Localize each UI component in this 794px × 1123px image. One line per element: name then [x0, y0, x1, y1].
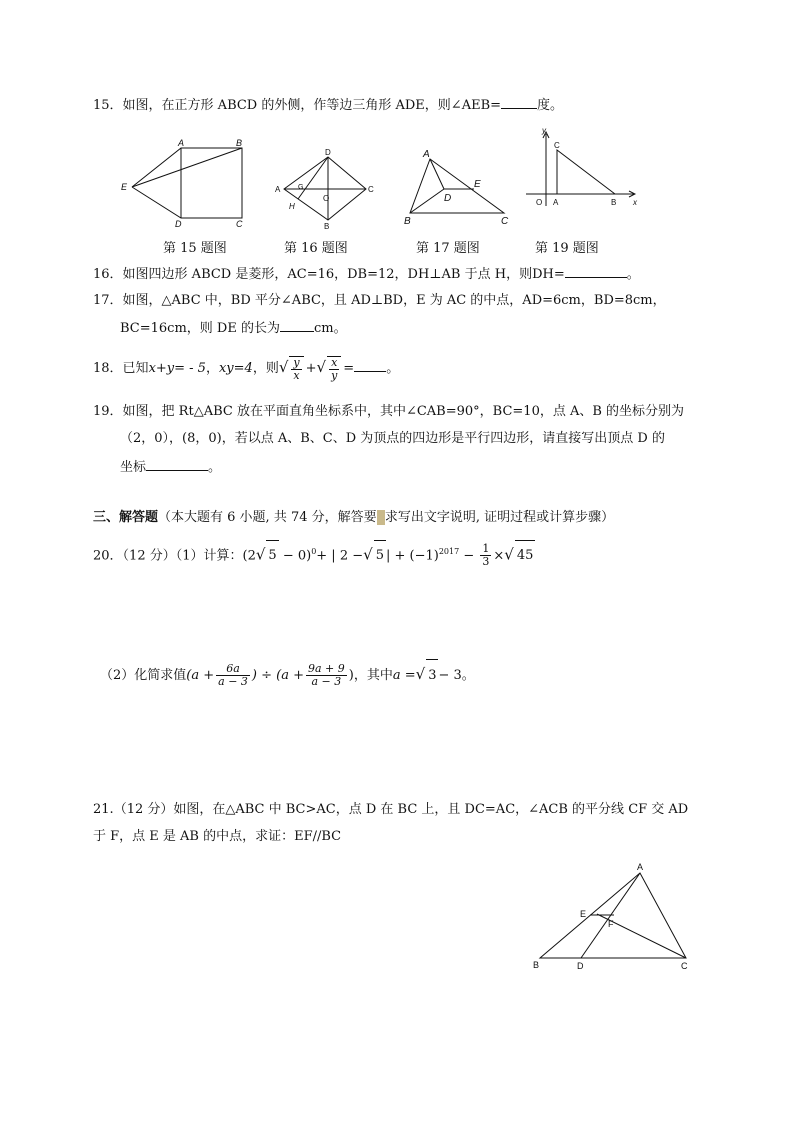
- q16-answer-blank[interactable]: [565, 264, 627, 278]
- fig19-label-x: x: [633, 198, 637, 207]
- fig17-label-a: A: [423, 149, 430, 160]
- q16-text: 如图四边形 ABCD 是菱形，AC=16，DB=12，DH⊥AB 于点 H，则DH=: [122, 267, 565, 282]
- q18-number: 18．: [93, 361, 123, 376]
- q18-frac1-den: x: [293, 368, 300, 382]
- q15-text: 如图，在正方形 ABCD 的外侧，作等边三角形 ADE，则∠AEB=: [122, 98, 502, 113]
- figure-19: [522, 126, 647, 226]
- q20-frac-9a-den: a − 3: [311, 675, 342, 688]
- q20-number: 20．: [93, 548, 123, 564]
- q20-sqrt-sign-5a: √: [255, 545, 266, 564]
- q20-sqrt-3: 3: [426, 659, 438, 692]
- fig16-label-a: A: [275, 185, 281, 194]
- caption-figure-17: 第 17 题图: [416, 241, 480, 256]
- fig17-label-d: D: [444, 193, 452, 204]
- q20-part2-expr-3: ): [348, 668, 354, 683]
- q20-sqrt-sign-5b: √: [363, 545, 373, 564]
- caption-figure-16: 第 16 题图: [284, 241, 348, 256]
- q21-text-1: （12 分）如图，在△ABC 中 BC>AC，点 D 在 BC 上，且 DC=AC，∠ACB 的平分线 CF 交 AD: [113, 802, 689, 817]
- q20-expr-4: | + (−1): [385, 548, 439, 564]
- q20-minus-3: − 3: [438, 668, 462, 683]
- q18-plus: +: [305, 361, 317, 376]
- q18-equals: =: [343, 361, 355, 376]
- q20-minus: −: [459, 548, 479, 564]
- fig21-label-a: A: [637, 862, 644, 872]
- fig16-label-c: C: [368, 185, 374, 194]
- q20-exponent-2017: 2017: [438, 547, 460, 556]
- fig19-label-a: A: [553, 198, 559, 207]
- q20-frac-6a-den: a − 3: [218, 675, 248, 688]
- q18-text-then: ，则: [252, 361, 279, 376]
- q16-number: 16．: [93, 267, 123, 282]
- q18-separator: ，: [205, 361, 219, 376]
- q17-answer-blank[interactable]: [280, 318, 314, 332]
- fig16-label-d: D: [325, 148, 331, 157]
- fig17-label-e: E: [474, 179, 481, 190]
- q19-text-1: 如图，把 Rt△ABC 放在平面直角坐标系中，其中∠CAB=90°，BC=10，点 A、B 的坐标分别为: [122, 404, 685, 419]
- q20-part2-end: 。: [461, 668, 475, 683]
- q20-head: （12 分）（1）计算：: [122, 548, 243, 564]
- q19-number: 19．: [93, 404, 123, 419]
- q20-sqrt-5b: 5: [374, 540, 386, 571]
- q21-number: 21.: [93, 802, 114, 817]
- q17-line-1: [93, 292, 666, 310]
- figure-15: [112, 135, 262, 235]
- q19-line-2: [120, 430, 665, 448]
- q20-frac-den: 3: [482, 555, 490, 569]
- fig17-label-c: C: [501, 216, 509, 227]
- fig19-label-y: y: [542, 126, 546, 135]
- q18-condition-product: xy=4: [218, 361, 253, 376]
- fig21-label-c: C: [681, 961, 688, 971]
- q18-condition-sum: x+y= - 5: [148, 361, 206, 376]
- q18-fraction-y-over-x: [289, 356, 303, 382]
- fig17-label-b: B: [404, 216, 411, 227]
- fig15-label-b: B: [236, 138, 243, 148]
- q18-fraction-x-over-y: [327, 356, 341, 382]
- q20-part1: [93, 537, 535, 571]
- q17-text-2: BC=16cm，则 DE 的长为: [120, 321, 280, 336]
- q19-text-3: 坐标: [120, 460, 147, 475]
- q18-answer-blank[interactable]: [354, 358, 386, 372]
- q18-line: [93, 352, 399, 384]
- q20-a-equals: a =: [392, 668, 416, 683]
- fig16-label-b: B: [324, 222, 330, 231]
- q15-line: [93, 95, 563, 115]
- q20-sqrt-45: 45: [515, 540, 536, 571]
- q20-fraction-9a: [306, 663, 347, 688]
- q20-times: ×: [493, 548, 505, 564]
- q20-expr-1: (2: [242, 548, 256, 564]
- q18-text: 已知: [122, 361, 149, 376]
- q20-expr-3: + | 2 −: [316, 548, 364, 564]
- q17-text-1: 如图，△ABC 中，BD 平分∠ABC，且 AD⊥BD，E 为 AC 的中点，AD=6cm，BD=8cm，: [122, 293, 666, 308]
- q20-sqrt-sign-3: √: [415, 665, 426, 683]
- figure-16: [272, 145, 382, 235]
- section-3-desc: （本大题有 6 小题, 共 74 分，解答要: [158, 510, 377, 525]
- q21-line-2: [93, 828, 341, 846]
- q19-answer-blank[interactable]: [146, 457, 208, 471]
- fig19-label-c: C: [554, 141, 560, 150]
- q17-number: 17．: [93, 293, 123, 308]
- fig15-label-d: D: [175, 219, 182, 229]
- highlight-mark: [377, 510, 385, 525]
- section-3-desc-end: 求写出文字说明, 证明过程或计算步骤）: [384, 510, 615, 525]
- q17-line-2: [120, 318, 347, 338]
- q16-line: [93, 264, 640, 284]
- fig15-label-a: A: [178, 138, 185, 148]
- section-3-title: 三、解答题: [93, 510, 159, 525]
- fig19-label-o: O: [536, 198, 543, 207]
- q18-text-end: 。: [386, 361, 400, 376]
- fig16-label-g: G: [298, 184, 304, 191]
- q20-part2-expr-2: ) ÷ (a +: [251, 668, 304, 683]
- figure-21: [528, 858, 703, 973]
- fig16-label-o: O: [323, 194, 330, 203]
- fig21-label-e: E: [580, 909, 587, 919]
- q19-line-1: [93, 403, 684, 421]
- figure-17: [398, 143, 518, 233]
- q18-frac1-num: y: [293, 355, 300, 369]
- caption-figure-19: 第 19 题图: [535, 241, 599, 256]
- q20-sqrt-sign-45: √: [504, 545, 514, 564]
- q16-text-end: 。: [626, 267, 640, 282]
- section-3-heading: [93, 509, 614, 527]
- q18-sqrt-sign-1: √: [278, 358, 289, 376]
- q18-frac2-num: x: [331, 355, 338, 369]
- q19-text-end: 。: [208, 460, 222, 475]
- q20-fraction-one-third: [480, 543, 491, 568]
- q20-frac-num: 1: [482, 542, 490, 556]
- q15-number: 15．: [93, 98, 123, 113]
- q19-line-3: [120, 457, 221, 477]
- fig21-label-d: D: [577, 961, 584, 971]
- fig19-label-b: B: [611, 198, 617, 207]
- q20-part2-expr-1: (a +: [186, 668, 215, 683]
- q18-sqrt-sign-2: √: [316, 358, 327, 376]
- q15-answer-blank[interactable]: [501, 95, 537, 109]
- fig21-label-f: F: [608, 919, 614, 929]
- fig15-label-e: E: [121, 182, 128, 192]
- fig21-label-b: B: [533, 960, 540, 970]
- q20-expr-2: − 0): [278, 548, 312, 564]
- q20-frac-6a-num: 6a: [216, 663, 250, 676]
- fig16-label-h: H: [289, 202, 295, 211]
- q20-fraction-6a: [216, 663, 250, 688]
- q20-sqrt-5a: 5: [266, 540, 278, 571]
- q18-frac2-den: y: [331, 368, 338, 382]
- q20-part2-label: （2）化简求值: [100, 668, 187, 683]
- q19-text-2: （2，0），(8，0)，若以点 A、B、C、D 为顶点的四边形是平行四边形，请直接写出顶点 D 的: [120, 431, 665, 446]
- q20-part2: [100, 658, 475, 692]
- q20-part2-where: ，其中: [353, 668, 393, 683]
- q21-text-2: 于 F，点 E 是 AB 的中点，求证：EF//BC: [93, 829, 342, 844]
- fig15-label-c: C: [236, 219, 243, 229]
- q20-frac-9a-num: 9a + 9: [308, 662, 345, 675]
- q20-exponent-0: 0: [311, 547, 317, 556]
- q21-line-1: [93, 801, 688, 819]
- q17-text-end: cm。: [313, 321, 347, 336]
- q15-text-end: 度。: [537, 98, 564, 113]
- caption-figure-15: 第 15 题图: [163, 241, 227, 256]
